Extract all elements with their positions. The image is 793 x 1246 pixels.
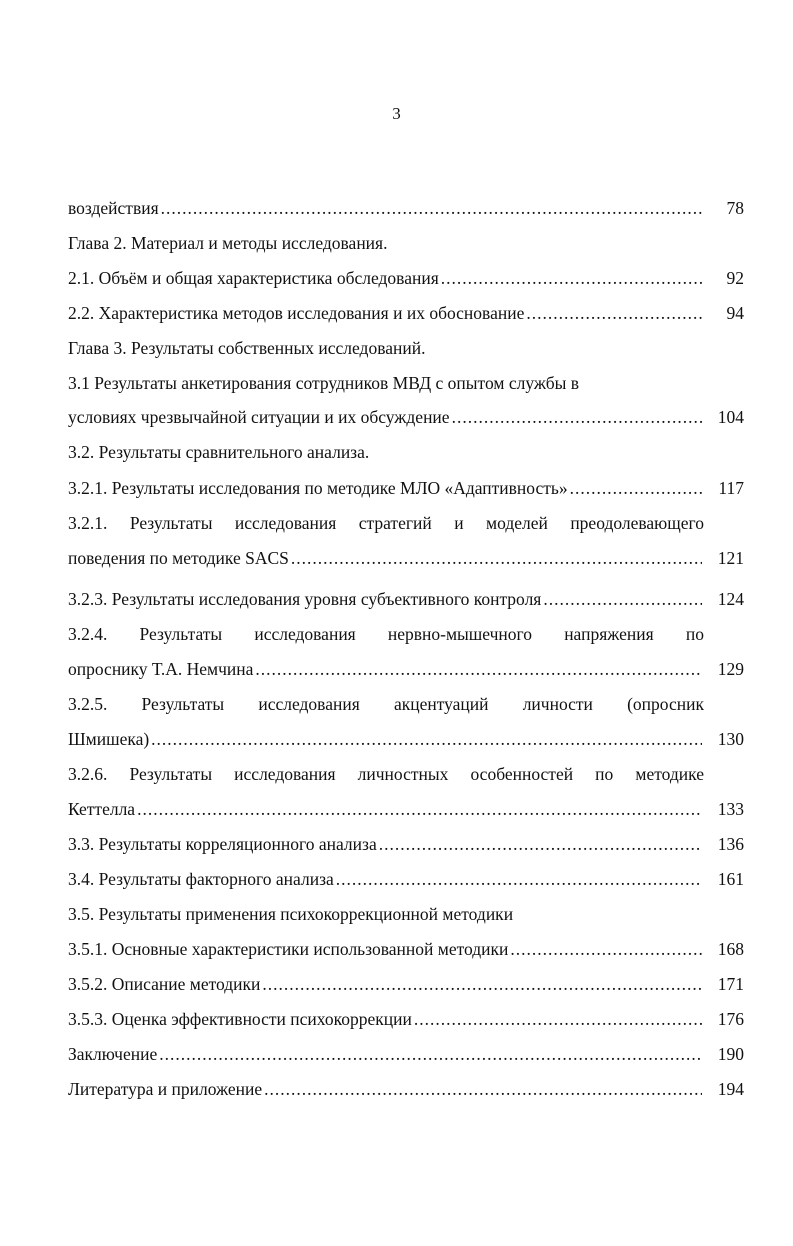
toc-entry-title: 3.2.1. Результаты исследования по методике МЛО «Адаптивность» (68, 478, 568, 498)
dot-leader (262, 973, 702, 995)
word: методике (635, 764, 704, 784)
toc-entry-title: 2.1. Объём и общая характеристика обследования (68, 268, 439, 288)
toc-entry (68, 588, 744, 610)
toc-entry (68, 938, 744, 960)
toc-entry-title: 3.3. Результаты корреляционного анализа (68, 834, 377, 854)
word: моделей (486, 513, 548, 533)
dot-leader (414, 1008, 702, 1030)
toc-entry-page: 129 (717, 659, 744, 679)
word: 3.2.1. (68, 513, 108, 533)
dot-leader (543, 588, 702, 610)
word: исследования (234, 764, 336, 784)
toc-entry-page: 190 (717, 1044, 744, 1064)
toc-entry (68, 973, 744, 995)
word: особенностей (470, 764, 574, 784)
word: личности (522, 694, 593, 714)
toc-entry-title-line2: Кеттелла (68, 799, 136, 819)
word: 3.2.6. (68, 764, 108, 784)
toc-entry-title: 2.2. Характеристика методов исследования и их обоснование (68, 303, 525, 323)
toc-entry-page: 171 (717, 974, 744, 994)
word: исследования (234, 513, 337, 533)
toc-entry (68, 406, 744, 428)
toc-entry (68, 1008, 744, 1030)
toc-entry-title-line2: условиях чрезвычайной ситуации и их обсуждение (68, 407, 450, 427)
toc-entry-page: 92 (726, 268, 744, 288)
toc-entry-page: 117 (718, 478, 744, 498)
dot-leader (291, 547, 702, 569)
word: напряжения (564, 624, 654, 644)
word: по (685, 624, 704, 644)
dot-leader (264, 1078, 702, 1100)
toc-entry (68, 868, 744, 890)
dot-leader (526, 302, 702, 324)
toc-chapter-heading: Глава 3. Результаты собственных исследований. (68, 338, 426, 358)
word: Результаты (129, 513, 213, 533)
toc-entry (68, 728, 744, 750)
toc-entry-title: 3.5.3. Оценка эффективности психокоррекции (68, 1009, 412, 1029)
toc-entry (68, 658, 744, 680)
toc-entry-page: 133 (717, 799, 744, 819)
dot-leader (255, 658, 702, 680)
toc-entry-page: 161 (717, 869, 744, 889)
toc-entry-title-line1 (68, 763, 704, 785)
word: нервно-мышечного (387, 624, 533, 644)
page-number: 3 (392, 104, 401, 123)
word: акцентуаций (393, 694, 489, 714)
word: Результаты (141, 694, 225, 714)
toc-entry-page: 121 (717, 548, 744, 568)
dot-leader (151, 728, 702, 750)
toc-entry-title: Заключение (68, 1044, 158, 1064)
word: Результаты (139, 624, 223, 644)
toc-entry-title: Литература и приложение (68, 1079, 263, 1099)
toc-entry (68, 197, 744, 219)
toc-entry (68, 1043, 744, 1065)
toc-entry-title: воздействия (68, 198, 159, 218)
toc-entry-title-line2: поведения по методике SACS (68, 548, 289, 568)
dot-leader (441, 267, 702, 289)
toc-entry-title-line1 (68, 623, 704, 645)
word: по (595, 764, 614, 784)
toc-entry-title: 3.4. Результаты факторного анализа (68, 869, 334, 889)
toc-entry-page: 176 (717, 1009, 744, 1029)
toc-entry-page: 78 (726, 198, 744, 218)
toc-entry-page: 104 (717, 407, 744, 427)
toc-entry (68, 477, 744, 499)
toc-section-heading: 3.5. Результаты применения психокоррекционной методики (68, 904, 514, 924)
toc-entry-title-line1 (68, 693, 704, 715)
dot-leader (137, 798, 702, 820)
toc-entry (68, 798, 744, 820)
toc-entry (68, 1078, 744, 1100)
toc-entry (68, 302, 744, 324)
toc-entry-page: 136 (717, 834, 744, 854)
dot-leader (161, 197, 702, 219)
dot-leader (379, 833, 702, 855)
dot-leader (159, 1043, 702, 1065)
toc-entry-page: 94 (726, 303, 744, 323)
toc-entry-page: 124 (717, 589, 744, 609)
toc-entry-title-line2: Шмишека) (68, 729, 150, 749)
toc-entry-title: 3.2.3. Результаты исследования уровня субъективного контроля (68, 589, 542, 609)
toc-entry-title: 3.5.2. Описание методики (68, 974, 261, 994)
toc-entry-page: 194 (717, 1079, 744, 1099)
toc-entry-page: 168 (717, 939, 744, 959)
toc-entry-title: 3.5.1. Основные характеристики использованной методики (68, 939, 509, 959)
toc-entry (68, 833, 744, 855)
word: личностных (357, 764, 449, 784)
toc-section-heading: 3.2. Результаты сравнительного анализа. (68, 442, 370, 462)
word: преодолевающего (570, 513, 704, 533)
word: 3.2.4. (68, 624, 108, 644)
word: 3.2.5. (68, 694, 108, 714)
dot-leader (336, 868, 702, 890)
toc-entry (68, 547, 744, 569)
toc-entry-title-line1 (68, 512, 704, 534)
word: исследования (254, 624, 356, 644)
toc-chapter-heading: Глава 2. Материал и методы исследования. (68, 233, 388, 253)
toc-entry (68, 267, 744, 289)
word: исследования (258, 694, 360, 714)
dot-leader (570, 477, 702, 499)
dot-leader (452, 406, 702, 428)
toc-entry-title-line2: опроснику Т.А. Немчина (68, 659, 254, 679)
toc-entry-title-line1: 3.1 Результаты анкетирования сотрудников МВД с опытом службы в (68, 373, 580, 393)
word: и (454, 513, 464, 533)
word: (опросник (627, 694, 704, 714)
word: стратегий (358, 513, 432, 533)
toc-entry-page: 130 (717, 729, 744, 749)
dot-leader (510, 938, 702, 960)
word: Результаты (129, 764, 213, 784)
